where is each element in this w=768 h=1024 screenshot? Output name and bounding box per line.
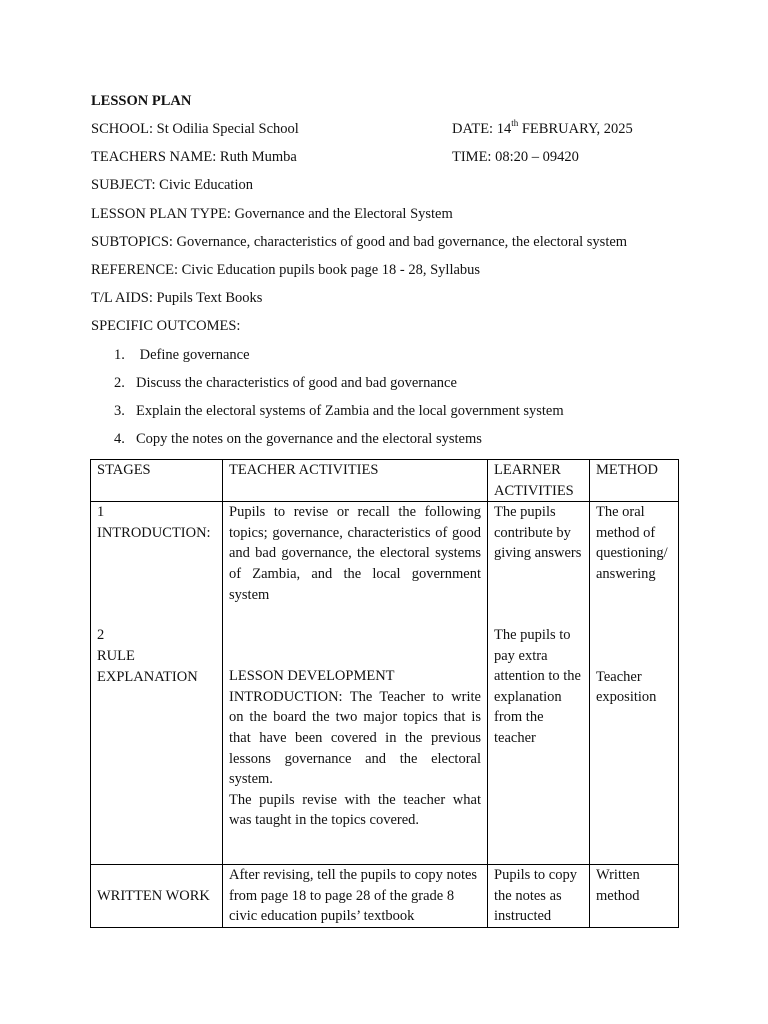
table-row: [91, 865, 679, 928]
teacher-line: TEACHERS NAME: Ruth Mumba: [91, 149, 297, 165]
subtopics-line: SUBTOPICS: Governance, characteristics of good and bad governance, the electoral system: [91, 234, 628, 250]
page-title: LESSON PLAN: [91, 93, 192, 109]
stage-cell: [91, 502, 223, 865]
date-suffix: FEBRUARY, 2025: [518, 121, 633, 137]
learner-activity-cell: [488, 502, 590, 865]
stage-number: 2: [97, 627, 105, 644]
method-cell: [590, 502, 679, 865]
stage-label: INTRODUCTION:: [97, 524, 211, 541]
learner-activity-text: The pupils contribute by giving answers: [494, 504, 582, 562]
outcome-item: [114, 347, 250, 364]
outcome-item: [114, 431, 482, 448]
outcome-text: Define governance: [136, 347, 250, 363]
reference-line: REFERENCE: Civic Education pupils book page 18 - 28, Syllabus: [91, 262, 481, 278]
method-cell: Written method: [590, 865, 679, 928]
stage-number: 1: [97, 504, 105, 521]
learner-activity-text-2: The pupils to pay extra attention to the explanation from the teacher: [494, 626, 581, 746]
stage-label: RULE EXPLANATION: [97, 647, 198, 685]
outcome-number: 2.: [114, 375, 125, 391]
table-header-row: [91, 460, 679, 502]
outcomes-heading: SPECIFIC OUTCOMES:: [91, 318, 241, 334]
lesson-type-line: LESSON PLAN TYPE: Governance and the Electoral System: [91, 206, 453, 222]
method-text-2: Teacher exposition: [596, 668, 657, 706]
header-teacher-activities: TEACHER ACTIVITIES: [223, 460, 488, 502]
outcome-number: 4.: [114, 431, 125, 447]
development-text-2: The pupils revise with the teacher what was taught in the topics covered.: [229, 791, 481, 829]
time-line: TIME: 08:20 – 09420: [452, 149, 579, 165]
date-superscript: th: [511, 118, 519, 128]
outcome-text: Copy the notes on the governance and the electoral systems: [136, 431, 482, 447]
aids-line: T/L AIDS: Pupils Text Books: [91, 290, 263, 306]
learner-activity-cell: Pupils to copy the notes as instructed: [488, 865, 590, 928]
subject-line: SUBJECT: Civic Education: [91, 177, 253, 193]
teacher-activity-cell: After revising, tell the pupils to copy notes from page 18 to page 28 of the grade 8 civic education pupils’ textbook: [223, 865, 488, 928]
method-text: The oral method of questioning/ answering: [596, 504, 668, 582]
table-row: [91, 502, 679, 865]
school-line: SCHOOL: St Odilia Special School: [91, 121, 299, 137]
lesson-table: [90, 459, 679, 928]
header-learner-activities: LEARNER ACTIVITIES: [488, 460, 590, 502]
teacher-activity-text: Pupils to revise or recall the following topics; governance, characteristics of good and bad governance, the electoral systems of Zambia, and the local government system: [229, 504, 481, 603]
outcome-item: [114, 403, 564, 420]
header-stages: STAGES: [91, 460, 223, 502]
outcome-item: [114, 375, 457, 392]
development-text: INTRODUCTION: The Teacher to write on the board the two major topics that is that have been covered in the previous lessons governance and the electoral system.: [229, 688, 481, 788]
date-line: [452, 118, 633, 138]
outcome-text: Explain the electoral systems of Zambia and the local government system: [136, 403, 564, 419]
stage-cell: WRITTEN WORK: [91, 865, 223, 928]
outcome-text: Discuss the characteristics of good and bad governance: [136, 375, 457, 391]
header-method: METHOD: [590, 460, 679, 502]
date-prefix: DATE: 14: [452, 121, 512, 137]
development-heading: LESSON DEVELOPMENT: [229, 668, 395, 685]
outcome-number: 3.: [114, 403, 125, 419]
teacher-activity-cell: [223, 502, 488, 865]
outcome-number: 1.: [114, 347, 125, 363]
